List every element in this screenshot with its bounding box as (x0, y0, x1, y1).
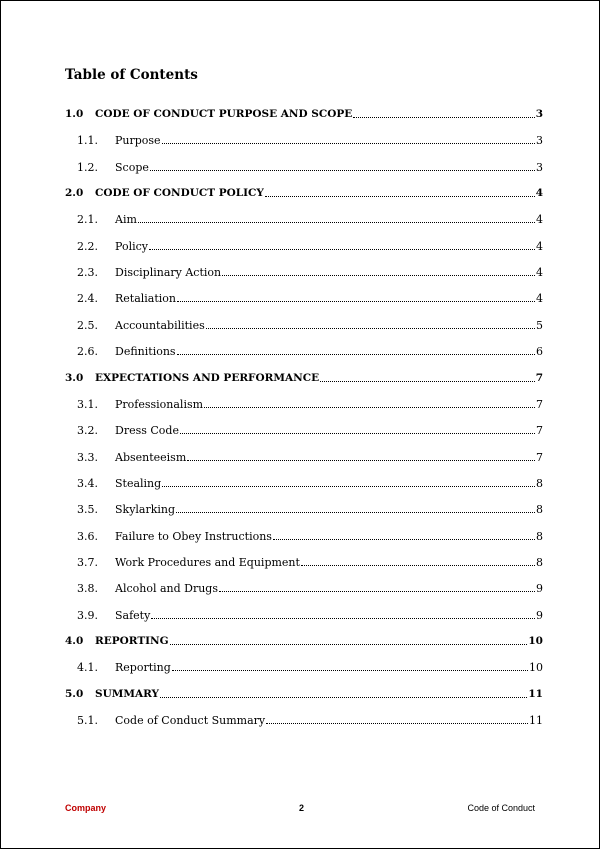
toc-entry-number: 3.2. (77, 424, 98, 438)
toc-entry-page-number: 5 (536, 318, 543, 332)
toc-entry-page-number: 3 (536, 134, 543, 148)
toc-entry-number: 3.0 (65, 371, 84, 384)
toc-entry-label: Disciplinary Action (115, 266, 222, 280)
toc-entry-label: Work Procedures and Equipment (115, 555, 300, 569)
toc-subsection-entry[interactable] (65, 500, 543, 516)
toc-entry-page-number: 7 (536, 424, 543, 438)
toc-entry-label: Stealing (115, 476, 162, 490)
toc-subsection-entry[interactable] (65, 448, 543, 464)
toc-subsection-entry[interactable] (65, 342, 543, 358)
toc-subsection-entry[interactable] (65, 316, 543, 332)
toc-entry-page-number: 11 (529, 714, 543, 728)
toc-dot-leader (172, 670, 528, 671)
toc-entry-label: Alcohol and Drugs (115, 582, 218, 596)
toc-dot-leader (187, 460, 535, 461)
toc-entry-label: CODE OF CONDUCT PURPOSE AND SCOPE (95, 108, 353, 120)
toc-entry-label: Professionalism (115, 397, 204, 411)
toc-entry-label: REPORTING (95, 635, 169, 647)
toc-subsection-entry[interactable] (65, 658, 543, 674)
toc-entry-page-number: 8 (536, 503, 543, 517)
toc-dot-leader (150, 170, 535, 171)
toc-entry-label: Reporting (115, 661, 171, 675)
toc-entry-label: Failure to Obey Instructions (115, 529, 272, 543)
toc-entry-page-number: 3 (535, 108, 543, 120)
toc-entry-label: SUMMARY (95, 687, 160, 700)
toc-dot-leader (204, 407, 535, 408)
toc-dot-leader (151, 618, 535, 619)
toc-entry-number: 4.1. (77, 661, 98, 675)
toc-dot-leader (206, 328, 535, 329)
toc-entry-label: Absenteeism (115, 450, 187, 464)
toc-subsection-entry[interactable] (65, 210, 543, 226)
toc-entry-number: 3.9. (77, 608, 98, 622)
toc-entry-number: 2.4. (77, 292, 98, 306)
toc-dot-leader (219, 591, 535, 592)
toc-dot-leader (162, 486, 535, 487)
toc-entry-number: 4.0 (65, 635, 84, 647)
toc-entry-page-number: 10 (528, 635, 543, 647)
toc-entry-label: CODE OF CONDUCT POLICY (95, 187, 264, 200)
toc-dot-leader (273, 539, 535, 540)
toc-subsection-entry[interactable] (65, 527, 543, 543)
toc-entry-label: Dress Code (115, 424, 179, 438)
toc-entry-number: 3.3. (77, 450, 98, 464)
toc-entry-label: Policy (115, 239, 148, 253)
toc-entry-number: 1.0 (65, 108, 84, 120)
toc-subsection-entry[interactable] (65, 289, 543, 305)
toc-subsection-entry[interactable] (65, 158, 543, 174)
toc-entry-page-number: 9 (536, 582, 543, 596)
toc-subsection-entry[interactable] (65, 553, 543, 569)
toc-dot-leader (222, 275, 535, 276)
toc-entry-number: 3.8. (77, 582, 98, 596)
toc-subsection-entry[interactable] (65, 421, 543, 437)
toc-entry-number: 1.1. (77, 134, 98, 148)
toc-entry-page-number: 4 (536, 213, 543, 227)
toc-entry-page-number: 9 (536, 608, 543, 622)
toc-entry-label: Accountabilities (115, 318, 205, 332)
toc-entry-page-number: 10 (529, 661, 543, 675)
toc-entry-label: Retaliation (115, 292, 177, 306)
toc-entry-number: 2.1. (77, 213, 98, 227)
toc-dot-leader (265, 196, 535, 197)
toc-entry-label: Definitions (115, 345, 176, 359)
toc-entry-label: Code of Conduct Summary (115, 714, 266, 728)
toc-dot-leader (266, 723, 528, 724)
toc-entry-page-number: 6 (536, 345, 543, 359)
toc-entry-page-number: 4 (536, 292, 543, 306)
toc-dot-leader (320, 381, 535, 382)
toc-entry-number: 3.1. (77, 397, 98, 411)
toc-subsection-entry[interactable] (65, 711, 543, 727)
toc-dot-leader (180, 433, 535, 434)
toc-dot-leader (353, 117, 534, 118)
toc-entry-number: 2.6. (77, 345, 98, 359)
toc-entry-label: EXPECTATIONS AND PERFORMANCE (95, 371, 320, 384)
toc-entry-number: 5.1. (77, 714, 98, 728)
toc-entry-page-number: 7 (536, 397, 543, 411)
toc-entry-page-number: 8 (536, 529, 543, 543)
toc-entry-page-number: 3 (536, 160, 543, 174)
toc-entry-number: 3.4. (77, 476, 98, 490)
toc-subsection-entry[interactable] (65, 474, 543, 490)
toc-entry-page-number: 4 (535, 187, 543, 200)
toc-entry-page-number: 11 (528, 687, 543, 700)
toc-subsection-entry[interactable] (65, 263, 543, 279)
toc-dot-leader (138, 222, 535, 223)
toc-entry-number: 2.2. (77, 239, 98, 253)
toc-entry-page-number: 7 (536, 450, 543, 464)
toc-section-entry[interactable] (65, 632, 543, 648)
toc-section-entry[interactable] (65, 184, 543, 200)
footer-company: Company (65, 803, 107, 813)
toc-entry-number: 3.5. (77, 503, 98, 517)
toc-entry-number: 2.0 (65, 187, 84, 200)
toc-subsection-entry[interactable] (65, 606, 543, 622)
toc-section-entry[interactable] (65, 369, 543, 385)
toc-dot-leader (176, 512, 535, 513)
toc-dot-leader (177, 301, 535, 302)
toc-entry-label: Purpose (115, 134, 161, 148)
toc-entry-page-number: 7 (535, 371, 543, 384)
footer-document-title: Code of Conduct (467, 803, 535, 813)
toc-entry-label: Scope (115, 160, 149, 174)
toc-title: Table of Contents (65, 67, 198, 83)
toc-dot-leader (170, 644, 528, 645)
toc-section-entry[interactable] (65, 685, 543, 701)
toc-section-entry[interactable] (65, 105, 543, 121)
toc-dot-leader (177, 354, 535, 355)
toc-entry-page-number: 8 (536, 476, 543, 490)
toc-dot-leader (160, 697, 527, 698)
toc-entry-page-number: 4 (536, 239, 543, 253)
toc-entry-number: 2.3. (77, 266, 98, 280)
toc-entry-number: 1.2. (77, 160, 98, 174)
toc-entry-number: 3.6. (77, 529, 98, 543)
toc-entry-label: Aim (115, 213, 137, 227)
toc-entry-number: 5.0 (65, 687, 84, 700)
toc-dot-leader (162, 143, 535, 144)
toc-entry-page-number: 8 (536, 555, 543, 569)
toc-entry-label: Skylarking (115, 503, 176, 517)
footer-page-number: 2 (299, 803, 305, 813)
toc-dot-leader (149, 249, 535, 250)
toc-subsection-entry[interactable] (65, 131, 543, 147)
toc-subsection-entry[interactable] (65, 237, 543, 253)
toc-entry-label: Safety (115, 608, 151, 622)
toc-entry-number: 3.7. (77, 555, 98, 569)
toc-subsection-entry[interactable] (65, 395, 543, 411)
toc-dot-leader (301, 565, 535, 566)
toc-entry-number: 2.5. (77, 318, 98, 332)
toc-subsection-entry[interactable] (65, 579, 543, 595)
toc-entry-page-number: 4 (536, 266, 543, 280)
